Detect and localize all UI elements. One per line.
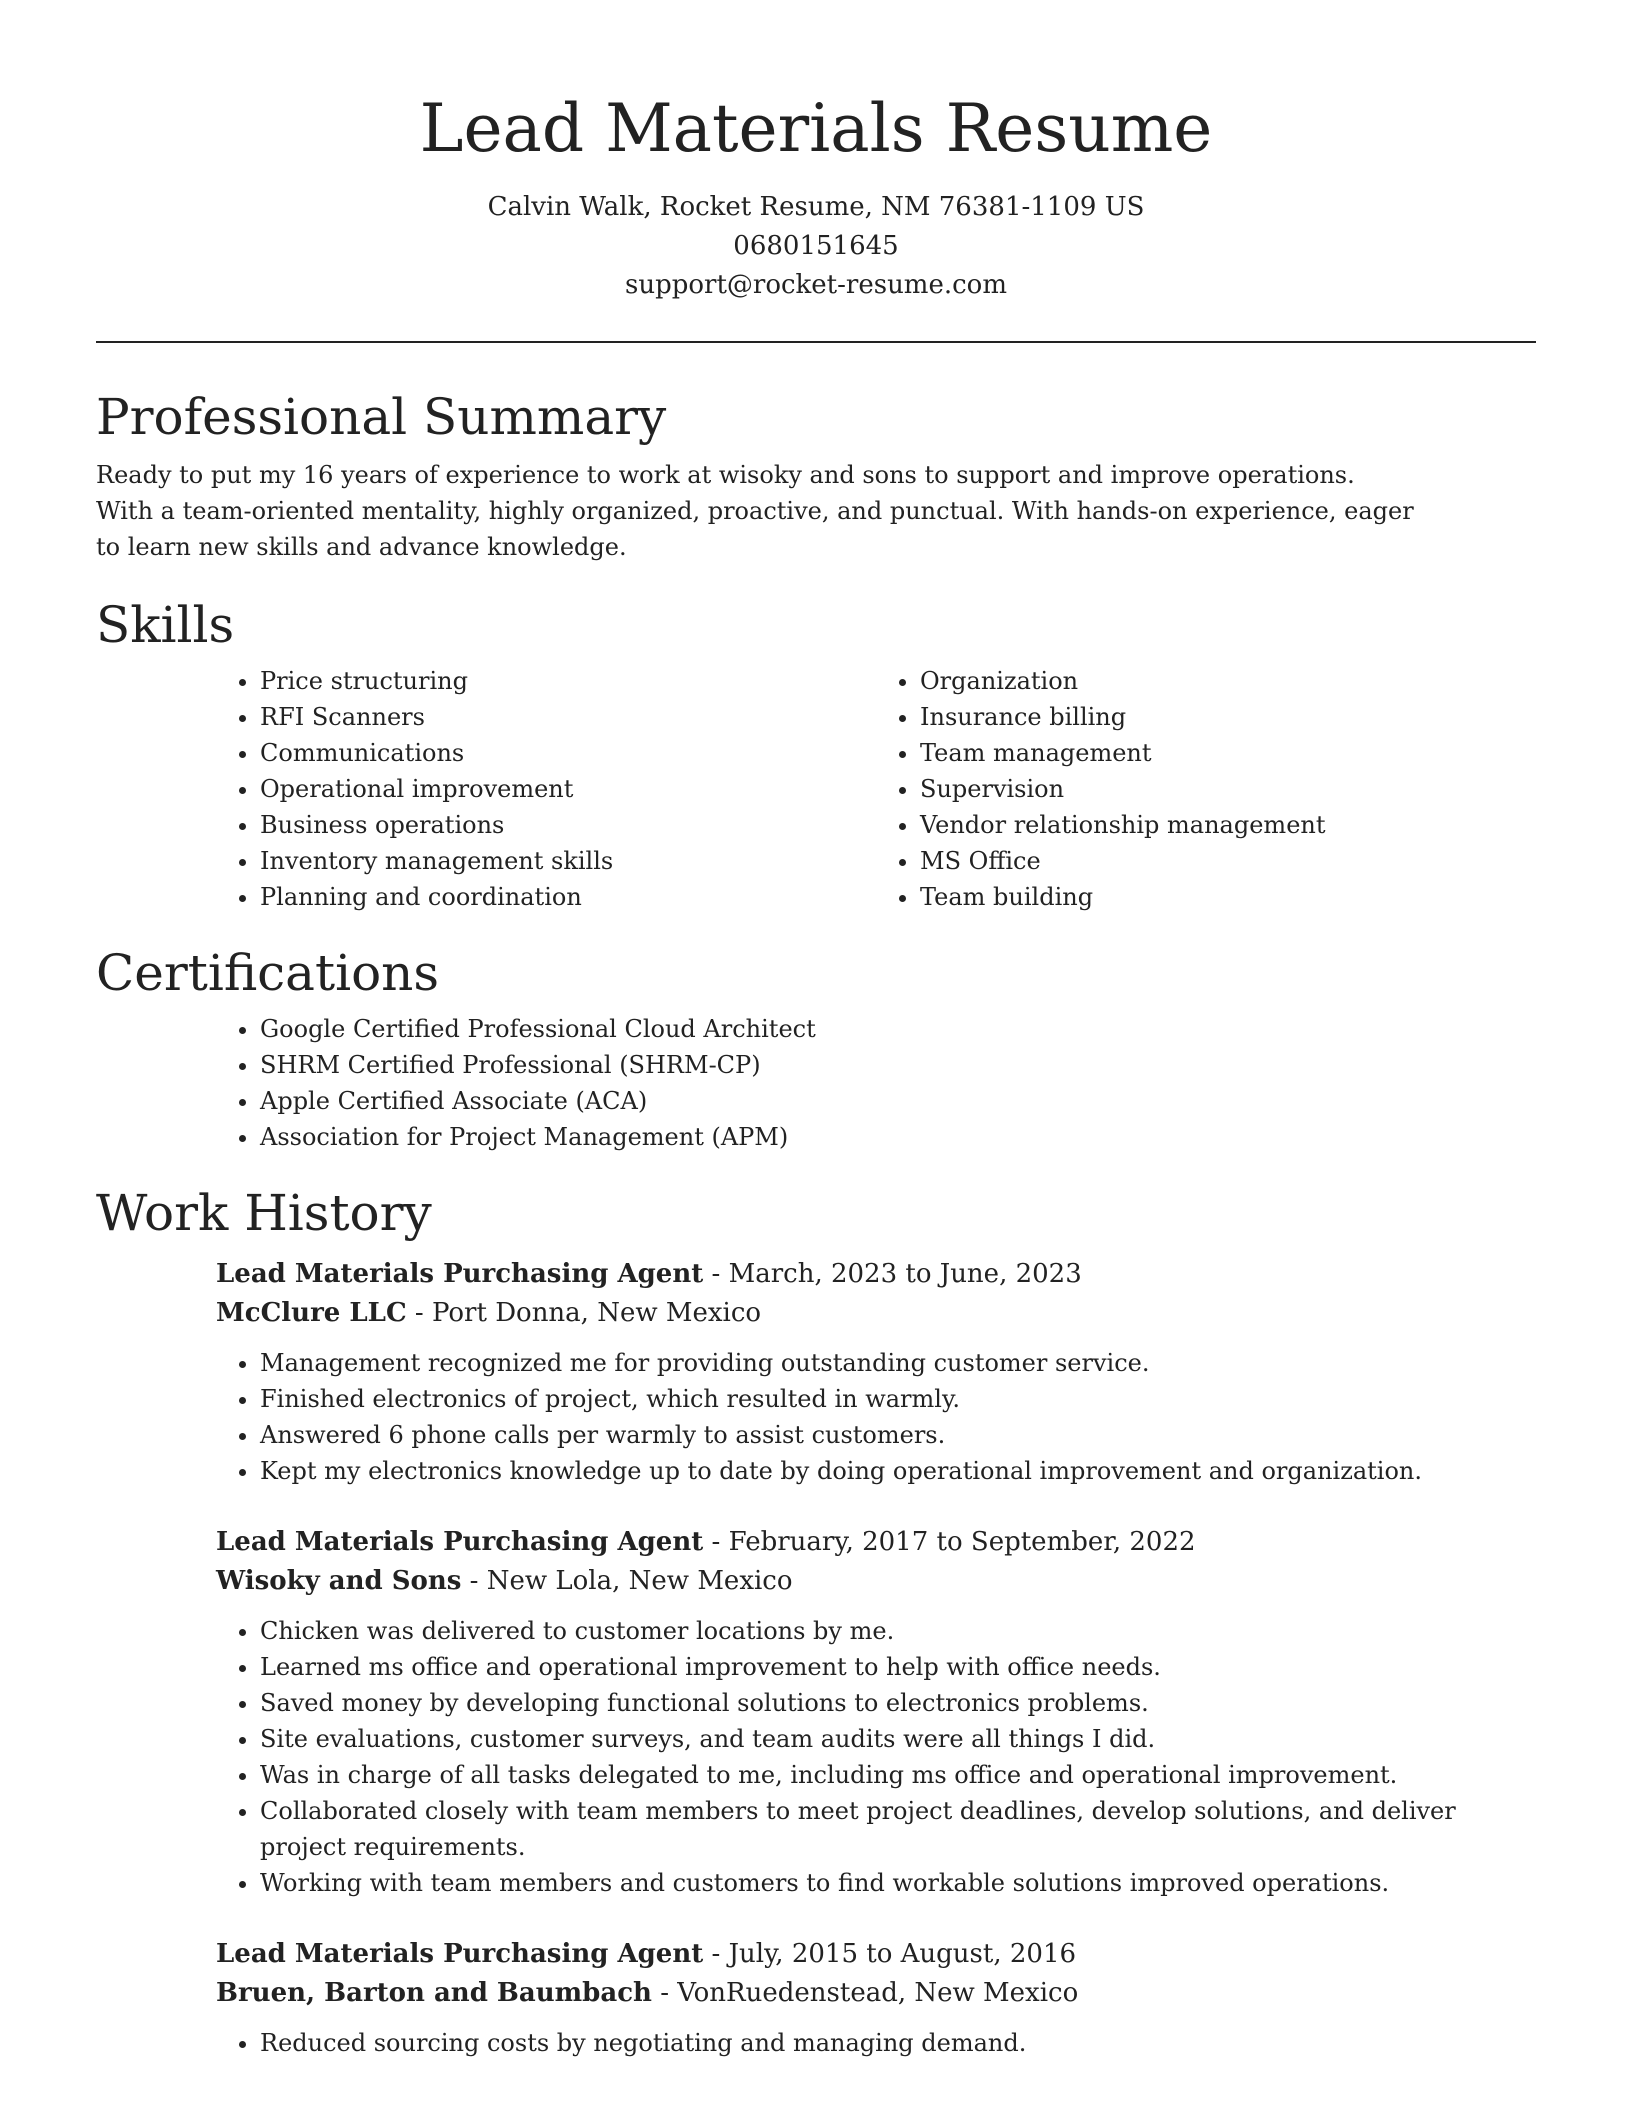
job-title: Lead Materials Purchasing Agent [216, 1939, 704, 1969]
skill-item: • Supervision [920, 771, 1536, 807]
job-company: McClure LLC [216, 1298, 407, 1328]
work-jobs [96, 1255, 1536, 2061]
job-bullets [216, 1613, 1536, 1901]
summary-section [96, 385, 1536, 565]
job-title-line [216, 1935, 1536, 1974]
job-company: Bruen, Barton and Baumbach [216, 1978, 652, 2008]
job-entry [216, 1935, 1536, 2061]
skill-item: • Vendor relationship management [920, 807, 1536, 843]
skill-item: • Communications [260, 735, 876, 771]
skills-list-right [876, 663, 1536, 915]
certification-item: • Association for Project Management (APM) [260, 1119, 1536, 1155]
job-title-line [216, 1523, 1536, 1562]
contact-block [96, 188, 1536, 305]
work-history-section [96, 1181, 1536, 2061]
certifications-section [96, 941, 1536, 1155]
skills-columns [216, 663, 1536, 915]
resume-title: Lead Materials Resume [419, 90, 1213, 167]
job-bullet: • Answered 6 phone calls per warmly to assist customers. [260, 1417, 1536, 1453]
skill-item: • Price structuring [260, 663, 876, 699]
contact-phone: 0680151645 [733, 231, 899, 261]
job-location: - New Lola, New Mexico [461, 1566, 793, 1596]
job-title-line [216, 1255, 1536, 1294]
resume-page [96, 0, 1536, 2061]
job-company-line [216, 1974, 1536, 2013]
certifications-list-wrap [216, 1011, 1536, 1155]
job-title: Lead Materials Purchasing Agent [216, 1527, 704, 1557]
job-bullets [216, 1345, 1536, 1489]
skill-item: • Planning and coordination [260, 879, 876, 915]
summary-text: Ready to put my 16 years of experience to work at wisoky and sons to support and improve operations. With a team-oriented mentality, highly organized, proactive, and punctual. With hands-on experience, eager to learn new skills and advance knowledge. [96, 461, 1414, 561]
job-bullet: • Management recognized me for providing outstanding customer service. [260, 1345, 1536, 1381]
job-location: - VonRuedenstead, New Mexico [651, 1978, 1079, 2008]
job-bullet: • Was in charge of all tasks delegated to me, including ms office and operational improvement. [260, 1757, 1536, 1793]
job-company-line [216, 1562, 1536, 1601]
job-entry [216, 1255, 1536, 1489]
job-bullet: • Kept my electronics knowledge up to date by doing operational improvement and organization. [260, 1453, 1536, 1489]
skill-item: • MS Office [920, 843, 1536, 879]
skill-item: • RFI Scanners [260, 699, 876, 735]
work-history-heading: Work History [96, 1184, 432, 1242]
header-divider [96, 341, 1536, 343]
certification-item: • Apple Certified Associate (ACA) [260, 1083, 1536, 1119]
job-dates: - February, 2017 to September, 2022 [703, 1527, 1196, 1557]
job-bullet: • Chicken was delivered to customer locations by me. [260, 1613, 1536, 1649]
contact-email: support@rocket-resume.com [624, 270, 1007, 300]
job-bullet: • Finished electronics of project, which resulted in warmly. [260, 1381, 1536, 1417]
resume-header [96, 0, 1536, 305]
skill-item: • Organization [920, 663, 1536, 699]
job-company: Wisoky and Sons [216, 1566, 462, 1596]
skill-item: • Business operations [260, 807, 876, 843]
job-bullet: • Collaborated closely with team members to meet project deadlines, develop solutions, and deliver project requirements. [260, 1793, 1536, 1865]
job-dates: - March, 2023 to June, 2023 [703, 1259, 1082, 1289]
job-bullet: • Site evaluations, customer surveys, and team audits were all things I did. [260, 1721, 1536, 1757]
contact-address: Calvin Walk, Rocket Resume, NM 76381-1109 US [487, 192, 1145, 222]
skills-list-left [216, 663, 876, 915]
job-location: - Port Donna, New Mexico [406, 1298, 762, 1328]
job-bullets [216, 2025, 1536, 2061]
job-title: Lead Materials Purchasing Agent [216, 1259, 704, 1289]
summary-heading: Professional Summary [96, 388, 667, 446]
job-bullet: • Learned ms office and operational improvement to help with office needs. [260, 1649, 1536, 1685]
skill-item: • Operational improvement [260, 771, 876, 807]
skills-heading: Skills [96, 596, 235, 654]
skill-item: • Inventory management skills [260, 843, 876, 879]
skill-item: • Insurance billing [920, 699, 1536, 735]
job-bullet: • Saved money by developing functional solutions to electronics problems. [260, 1685, 1536, 1721]
job-dates: - July, 2015 to August, 2016 [703, 1939, 1077, 1969]
certification-item: • SHRM Certified Professional (SHRM-CP) [260, 1047, 1536, 1083]
job-entry [216, 1523, 1536, 1901]
certification-item: • Google Certified Professional Cloud Architect [260, 1011, 1536, 1047]
certifications-list [216, 1011, 1536, 1155]
skills-section [96, 593, 1536, 915]
job-bullet: • Working with team members and customers to find workable solutions improved operations. [260, 1865, 1536, 1901]
skill-item: • Team building [920, 879, 1536, 915]
job-bullet: • Reduced sourcing costs by negotiating and managing demand. [260, 2025, 1536, 2061]
job-company-line [216, 1294, 1536, 1333]
skill-item: • Team management [920, 735, 1536, 771]
certifications-heading: Certifications [96, 944, 440, 1002]
